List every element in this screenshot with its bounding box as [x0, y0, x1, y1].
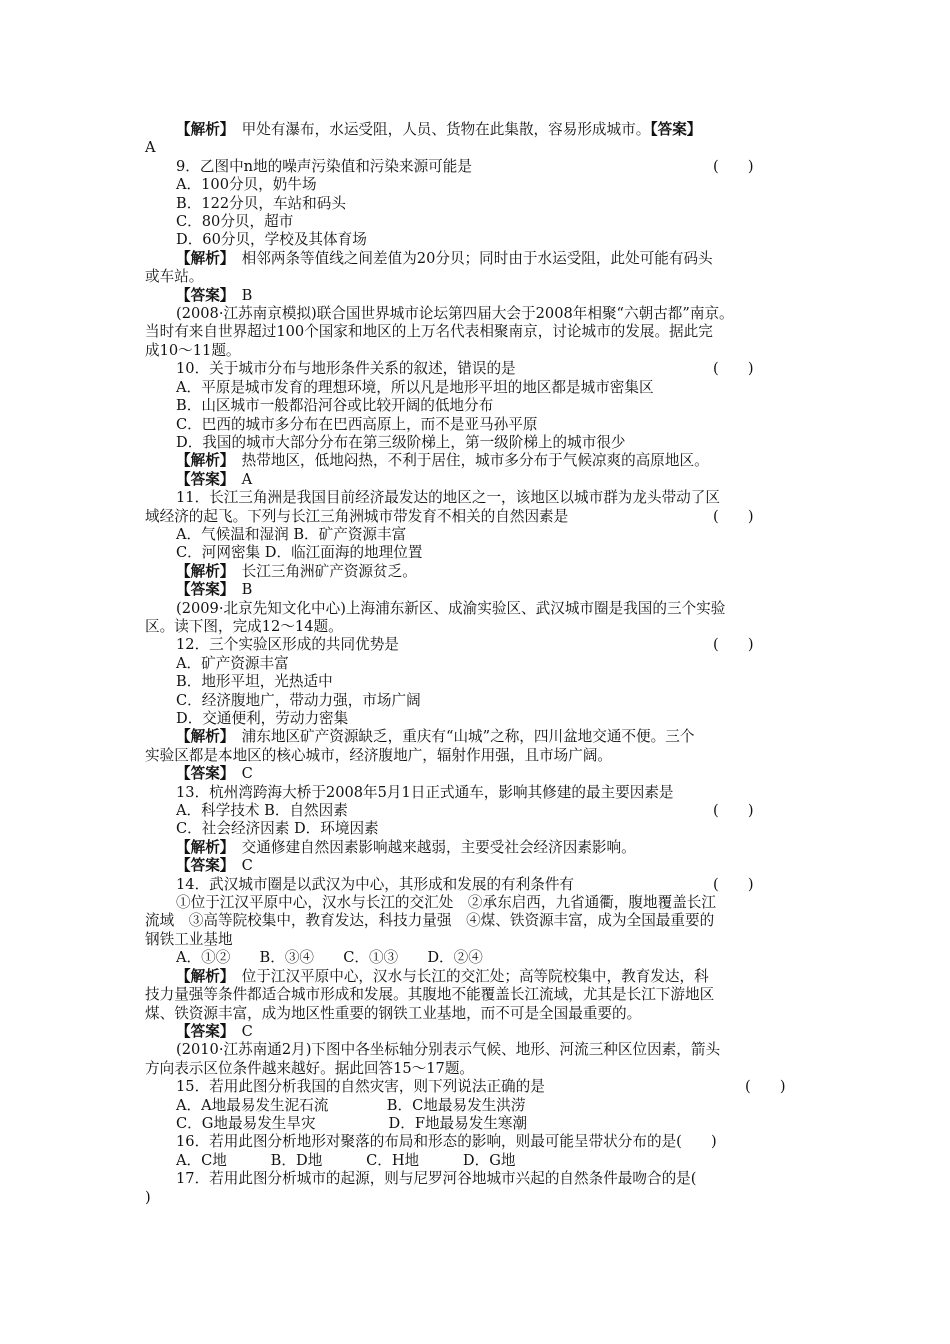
- text-line: [145, 728, 810, 746]
- text-segment: 位于江汉平原中心，汉水与长江的交汇处；高等院校集中，教育发达，科: [227, 967, 709, 985]
- text-line: [145, 673, 810, 691]
- label-tag: 【解析】: [176, 967, 228, 985]
- answer-blank: ( ): [713, 360, 754, 378]
- text-line: [145, 1005, 810, 1023]
- text-segment: 煤、铁资源丰富，成为地区性重要的钢铁工业基地，而不可是全国最重要的。: [145, 1004, 642, 1022]
- text-line: [145, 802, 810, 820]
- text-segment: (2008·江苏南京模拟)联合国世界城市论坛第四届大会于2008年相聚“六朝古都”南京。: [176, 305, 734, 323]
- text-line: [145, 121, 810, 139]
- text-line: [145, 176, 810, 194]
- text-line: [145, 526, 810, 544]
- answer-blank: ( ): [713, 636, 754, 654]
- text-segment: 16．若用此图分析地形对聚落的布局和形态的影响，则最可能呈带状分布的是( ): [176, 1133, 717, 1151]
- label-tag: 【解析】: [176, 838, 228, 856]
- text-line: [145, 747, 810, 765]
- label-tag: 【解析】: [176, 121, 228, 138]
- text-line: [145, 894, 810, 912]
- text-line: [145, 305, 810, 323]
- text-segment: 技力量强等条件都适合城市形成和发展。其腹地不能覆盖长江流域，尤其是长江下游地区: [145, 986, 715, 1004]
- text-line: [145, 231, 810, 249]
- text-line: [145, 949, 810, 967]
- text-line: [145, 1060, 810, 1078]
- text-segment: A．C地 B．D地 C．H地 D．G地: [176, 1151, 516, 1169]
- text-segment: 交通修建自然因素影响越来越弱，主要受社会经济因素影响。: [227, 838, 636, 856]
- text-segment: A: [145, 139, 156, 157]
- text-segment: A．气候温和湿润 B．矿产资源丰富: [176, 525, 407, 543]
- text-line: [145, 434, 810, 452]
- text-line: [145, 489, 810, 507]
- text-segment: C: [227, 857, 253, 875]
- answer-blank: ( ): [713, 802, 754, 820]
- text-line: [145, 1115, 810, 1133]
- text-line: [145, 360, 810, 378]
- text-line: [145, 692, 810, 710]
- text-line: [145, 323, 810, 341]
- text-segment: 相邻两条等值线之间差值为20分贝；同时由于水运受阻，此处可能有码头: [227, 249, 713, 267]
- text-line: [145, 250, 810, 268]
- text-segment: 长江三角洲矿产资源贫乏。: [227, 562, 417, 580]
- text-line: [145, 416, 810, 434]
- text-line: [145, 600, 810, 618]
- text-line: [145, 1078, 810, 1096]
- text-segment: (2009·北京先知文化中心)上海浦东新区、成渝实验区、武汉城市圈是我国的三个实验: [176, 599, 726, 617]
- text-line: [145, 931, 810, 949]
- text-segment: 10．关于城市分布与地形条件关系的叙述，错误的是: [176, 360, 516, 378]
- text-segment: 当时有来自世界超过100个国家和地区的上万名代表相聚南京，讨论城市的发展。据此完: [145, 323, 713, 341]
- text-line: [145, 710, 810, 728]
- text-segment: D．我国的城市大部分分布在第三级阶梯上，第一级阶梯上的城市很少: [176, 433, 626, 451]
- text-segment: A．矿产资源丰富: [176, 654, 289, 672]
- text-line: [145, 986, 810, 1004]
- answer-blank: ( ): [713, 157, 754, 175]
- text-line: [145, 563, 810, 581]
- text-line: [145, 765, 810, 783]
- text-line: [145, 784, 810, 802]
- text-line: [145, 581, 810, 599]
- text-line: [145, 1152, 810, 1170]
- answer-blank: ( ): [713, 875, 754, 893]
- text-line: [145, 618, 810, 636]
- document-page: [145, 121, 810, 1207]
- label-tag: 【解析】: [176, 452, 228, 470]
- text-segment: B．地形平坦，光热适中: [176, 673, 333, 691]
- label-tag: 【解析】: [176, 249, 228, 267]
- text-segment: C．社会经济因素 D．环境因素: [176, 820, 379, 838]
- text-segment: 域经济的起飞。下列与长江三角洲城市带发育不相关的自然因素是: [145, 507, 569, 525]
- text-segment: C．巴西的城市多分布在巴西高原上，而不是亚马孙平原: [176, 415, 538, 433]
- text-segment: 钢铁工业基地: [145, 930, 233, 948]
- label-tag: 【答案】: [650, 121, 702, 138]
- label-tag: 【答案】: [176, 470, 228, 488]
- text-line: [145, 876, 810, 894]
- text-segment: B: [227, 286, 253, 304]
- text-segment: C．河网密集 D．临江面海的地理位置: [176, 544, 423, 562]
- text-line: [145, 195, 810, 213]
- text-segment: A: [227, 470, 253, 488]
- text-segment: B: [227, 581, 253, 599]
- label-tag: 【解析】: [176, 728, 228, 746]
- text-line: [145, 655, 810, 673]
- text-line: [145, 1133, 810, 1151]
- text-segment: ①位于江汉平原中心，汉水与长江的交汇处 ②承东启西，九省通衢，腹地覆盖长江: [176, 894, 716, 912]
- text-line: [145, 912, 810, 930]
- text-segment: 或车站。: [145, 268, 204, 286]
- text-line: [145, 379, 810, 397]
- answer-blank: ( ): [745, 1078, 786, 1096]
- text-segment: 甲处有瀑布，水运受阻，人员、货物在此集散，容易形成城市。: [227, 121, 651, 138]
- text-segment: A．A地最易发生泥石流 B．C地最易发生洪涝: [176, 1096, 526, 1114]
- text-segment: C: [227, 1022, 253, 1040]
- text-segment: C．G地最易发生旱灾 D．F地最易发生寒潮: [176, 1114, 528, 1132]
- text-segment: ): [145, 1188, 151, 1206]
- text-line: [145, 820, 810, 838]
- text-line: [145, 839, 810, 857]
- text-segment: C．80分贝，超市: [176, 213, 294, 231]
- text-line: [145, 213, 810, 231]
- text-segment: 11．长江三角洲是我国目前经济最发达的地区之一，该地区以城市群为龙头带动了区: [176, 489, 720, 507]
- text-line: [145, 1041, 810, 1059]
- label-tag: 【答案】: [176, 857, 228, 875]
- text-line: [145, 968, 810, 986]
- text-segment: D．60分贝，学校及其体育场: [176, 231, 367, 249]
- text-segment: A．平原是城市发育的理想环境，所以凡是地形平坦的地区都是城市密集区: [176, 378, 654, 396]
- text-line: [145, 158, 810, 176]
- text-segment: C: [227, 765, 253, 783]
- text-segment: D．交通便利，劳动力密集: [176, 710, 349, 727]
- text-line: [145, 544, 810, 562]
- text-segment: 15．若用此图分析我国的自然灾害，则下列说法正确的是: [176, 1078, 545, 1096]
- text-line: [145, 857, 810, 875]
- text-segment: B．山区城市一般都沿河谷或比较开阔的低地分布: [176, 397, 494, 415]
- text-segment: 区。读下图，完成12～14题。: [145, 617, 343, 635]
- text-segment: C．经济腹地广，带动力强，市场广阔: [176, 691, 421, 709]
- text-segment: 14．武汉城市圈是以武汉为中心，其形成和发展的有利条件有: [176, 875, 575, 893]
- text-segment: A．①② B．③④ C．①③ D．②④: [176, 949, 483, 967]
- text-line: [145, 636, 810, 654]
- text-segment: B．122分贝，车站和码头: [176, 194, 346, 212]
- answer-blank: ( ): [713, 507, 754, 525]
- text-line: [145, 1189, 810, 1207]
- text-line: [145, 1023, 810, 1041]
- text-line: [145, 508, 810, 526]
- label-tag: 【答案】: [176, 286, 228, 304]
- text-line: [145, 1097, 810, 1115]
- text-segment: 12．三个实验区形成的共同优势是: [176, 636, 399, 654]
- text-segment: 13．杭州湾跨海大桥于2008年5月1日正式通车，影响其修建的最主要因素是: [176, 783, 674, 801]
- label-tag: 【答案】: [176, 765, 228, 783]
- text-line: [145, 452, 810, 470]
- text-segment: A．100分贝，奶牛场: [176, 176, 317, 194]
- text-segment: 9．乙图中n地的噪声污染值和污染来源可能是: [176, 157, 472, 175]
- label-tag: 【答案】: [176, 1022, 228, 1040]
- text-segment: 成10～11题。: [145, 341, 241, 359]
- label-tag: 【答案】: [176, 581, 228, 599]
- text-segment: 实验区都是本地区的核心城市，经济腹地广，辐射作用强，且市场广阔。: [145, 746, 613, 764]
- text-line: [145, 471, 810, 489]
- text-line: [145, 342, 810, 360]
- text-line: [145, 1170, 810, 1188]
- text-segment: 热带地区，低地闷热，不利于居住，城市多分布于气候凉爽的高原地区。: [227, 452, 709, 470]
- text-line: [145, 287, 810, 305]
- text-segment: 浦东地区矿产资源缺乏，重庆有“山城”之称，四川盆地交通不便。三个: [227, 728, 695, 746]
- label-tag: 【解析】: [176, 562, 228, 580]
- text-line: [145, 397, 810, 415]
- text-segment: 方向表示区位条件越来越好。据此回答15～17题。: [145, 1059, 475, 1077]
- text-line: [145, 268, 810, 286]
- text-segment: A．科学技术 B．自然因素: [176, 802, 348, 820]
- text-line: [145, 139, 810, 157]
- text-segment: (2010·江苏南通2月)下图中各坐标轴分别表示气候、地形、河流三种区位因素，箭头: [176, 1041, 721, 1059]
- text-segment: 17．若用此图分析城市的起源，则与尼罗河谷地城市兴起的自然条件最吻合的是(: [176, 1170, 697, 1188]
- text-segment: 流域 ③高等院校集中，教育发达，科技力量强 ④煤、铁资源丰富，成为全国最重要的: [145, 912, 715, 930]
